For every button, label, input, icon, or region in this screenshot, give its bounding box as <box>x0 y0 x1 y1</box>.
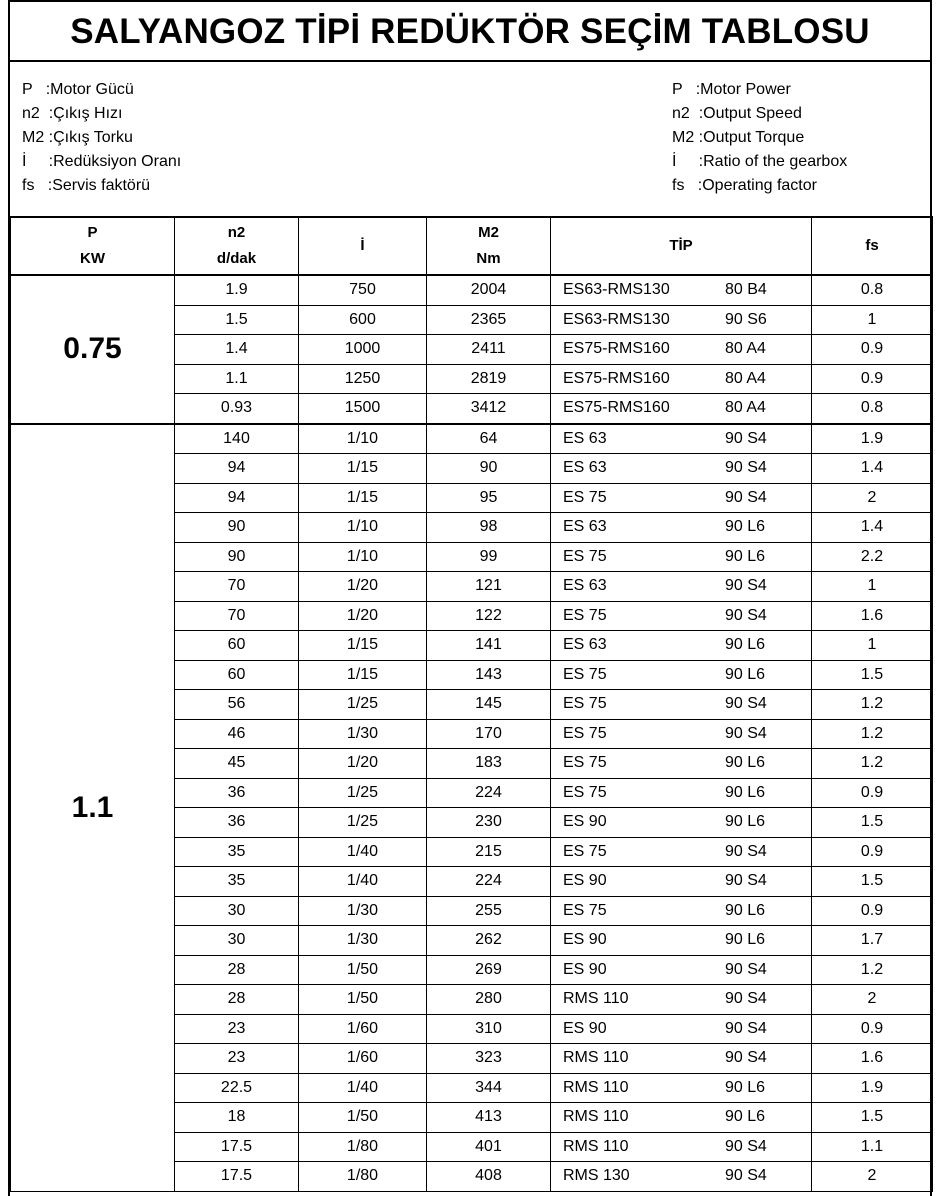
gearbox-model: ES63-RMS130 <box>563 310 670 328</box>
ratio-cell: 1/15 <box>299 454 427 484</box>
motor-size: 90 S4 <box>725 695 767 713</box>
output-speed-cell: 60 <box>175 631 299 661</box>
legend-item: P :Motor Gücü <box>22 81 134 98</box>
gearbox-model: ES 63 <box>563 518 607 536</box>
header-torque-unit: Nm <box>476 250 501 267</box>
ratio-cell: 1/50 <box>299 955 427 985</box>
ratio-cell: 1/50 <box>299 985 427 1015</box>
output-speed-cell: 140 <box>175 424 299 454</box>
motor-size: 90 L6 <box>725 813 766 831</box>
header-torque <box>427 217 551 275</box>
header-torque-label: M2 <box>478 224 499 241</box>
output-speed-cell: 90 <box>175 542 299 572</box>
type-cell <box>551 601 812 631</box>
output-torque-cell: 2004 <box>427 275 551 305</box>
output-speed-cell: 45 <box>175 749 299 779</box>
type-cell <box>551 275 812 305</box>
output-torque-cell: 2365 <box>427 305 551 335</box>
service-factor-cell: 0.9 <box>812 1014 933 1044</box>
service-factor-cell: 0.9 <box>812 837 933 867</box>
ratio-cell: 1/40 <box>299 1073 427 1103</box>
gearbox-model: RMS 110 <box>563 990 629 1008</box>
type-cell <box>551 1103 812 1133</box>
power-value-cell: 0.75 <box>11 275 175 424</box>
motor-size: 90 L6 <box>725 547 766 565</box>
gearbox-model: ES63-RMS130 <box>563 281 670 299</box>
motor-size: 90 S4 <box>725 577 767 595</box>
type-cell <box>551 454 812 484</box>
ratio-cell: 1/25 <box>299 690 427 720</box>
gearbox-model: ES 90 <box>563 872 607 890</box>
ratio-cell: 1000 <box>299 335 427 365</box>
output-torque-cell: 90 <box>427 454 551 484</box>
output-torque-cell: 122 <box>427 601 551 631</box>
output-speed-cell: 35 <box>175 837 299 867</box>
output-torque-cell: 408 <box>427 1162 551 1192</box>
type-cell <box>551 955 812 985</box>
ratio-cell: 1/40 <box>299 867 427 897</box>
page-title: SALYANGOZ TİPİ REDÜKTÖR SEÇİM TABLOSU <box>70 12 870 51</box>
type-cell <box>551 305 812 335</box>
ratio-cell: 1/20 <box>299 572 427 602</box>
output-speed-cell: 1.5 <box>175 305 299 335</box>
output-torque-cell: 224 <box>427 778 551 808</box>
title-divider <box>10 60 930 62</box>
output-speed-cell: 46 <box>175 719 299 749</box>
service-factor-cell: 1.6 <box>812 1044 933 1074</box>
ratio-cell: 1/25 <box>299 778 427 808</box>
ratio-cell: 1/30 <box>299 926 427 956</box>
gearbox-model: RMS 110 <box>563 1137 629 1155</box>
output-speed-cell: 36 <box>175 778 299 808</box>
output-torque-cell: 280 <box>427 985 551 1015</box>
gearbox-model: RMS 130 <box>563 1167 630 1185</box>
legend-english <box>672 78 847 198</box>
service-factor-cell: 1.5 <box>812 1103 933 1133</box>
table-row <box>11 424 933 454</box>
type-cell <box>551 778 812 808</box>
service-factor-cell: 1.2 <box>812 719 933 749</box>
legend-turkish <box>22 78 181 198</box>
service-factor-cell: 0.9 <box>812 778 933 808</box>
header-power-label: P <box>87 224 98 241</box>
gearbox-model: ES 90 <box>563 813 607 831</box>
gearbox-model: ES 90 <box>563 960 607 978</box>
type-cell <box>551 985 812 1015</box>
type-cell <box>551 660 812 690</box>
legend-item: n2 :Çıkış Hızı <box>22 105 123 122</box>
ratio-cell: 1/25 <box>299 808 427 838</box>
ratio-cell: 600 <box>299 305 427 335</box>
motor-size: 90 L6 <box>725 1108 766 1126</box>
gearbox-model: ES 90 <box>563 1019 607 1037</box>
header-service-factor: fs <box>812 217 933 275</box>
service-factor-cell: 1.2 <box>812 690 933 720</box>
gearbox-model: ES 75 <box>563 724 607 742</box>
output-speed-cell: 30 <box>175 926 299 956</box>
ratio-cell: 1/10 <box>299 424 427 454</box>
gearbox-model: ES75-RMS160 <box>563 369 670 387</box>
service-factor-cell: 1.7 <box>812 926 933 956</box>
output-torque-cell: 310 <box>427 1014 551 1044</box>
output-torque-cell: 98 <box>427 513 551 543</box>
service-factor-cell: 1.2 <box>812 749 933 779</box>
service-factor-cell: 2 <box>812 1162 933 1192</box>
table-row <box>11 275 933 305</box>
motor-size: 90 S4 <box>725 1167 767 1185</box>
header-type: TİP <box>551 217 812 275</box>
service-factor-cell: 1.9 <box>812 424 933 454</box>
output-speed-cell: 1.9 <box>175 275 299 305</box>
output-speed-cell: 90 <box>175 513 299 543</box>
motor-size: 80 B4 <box>725 281 767 299</box>
type-cell <box>551 483 812 513</box>
output-torque-cell: 413 <box>427 1103 551 1133</box>
service-factor-cell: 0.8 <box>812 275 933 305</box>
output-speed-cell: 1.1 <box>175 364 299 394</box>
motor-size: 90 S4 <box>725 1137 767 1155</box>
gearbox-model: RMS 110 <box>563 1108 629 1126</box>
motor-size: 90 L6 <box>725 518 766 536</box>
output-speed-cell: 94 <box>175 454 299 484</box>
output-torque-cell: 170 <box>427 719 551 749</box>
output-speed-cell: 70 <box>175 601 299 631</box>
service-factor-cell: 0.8 <box>812 394 933 424</box>
type-cell <box>551 335 812 365</box>
motor-size: 90 L6 <box>725 901 766 919</box>
output-torque-cell: 230 <box>427 808 551 838</box>
gearbox-model: ES 75 <box>563 606 607 624</box>
legend-item: İ :Redüksiyon Oranı <box>22 153 182 170</box>
ratio-cell: 1/20 <box>299 601 427 631</box>
ratio-cell: 1/20 <box>299 749 427 779</box>
motor-size: 90 L6 <box>725 783 766 801</box>
output-torque-cell: 215 <box>427 837 551 867</box>
output-torque-cell: 2819 <box>427 364 551 394</box>
motor-size: 90 L6 <box>725 754 766 772</box>
legend-item: fs :Operating factor <box>672 177 817 194</box>
motor-size: 90 L6 <box>725 1078 766 1096</box>
output-torque-cell: 262 <box>427 926 551 956</box>
ratio-cell: 1/80 <box>299 1132 427 1162</box>
type-cell <box>551 1162 812 1192</box>
gearbox-model: ES 75 <box>563 754 607 772</box>
gearbox-model: ES75-RMS160 <box>563 399 670 417</box>
output-speed-cell: 94 <box>175 483 299 513</box>
gearbox-model: ES75-RMS160 <box>563 340 670 358</box>
header-ratio: İ <box>299 217 427 275</box>
service-factor-cell: 1.4 <box>812 454 933 484</box>
header-speed-unit: d/dak <box>216 250 257 267</box>
type-cell <box>551 719 812 749</box>
output-torque-cell: 99 <box>427 542 551 572</box>
motor-size: 90 L6 <box>725 665 766 683</box>
ratio-cell: 1500 <box>299 394 427 424</box>
type-cell <box>551 808 812 838</box>
legend-item: n2 :Output Speed <box>672 105 802 122</box>
motor-size: 80 A4 <box>725 369 766 387</box>
gearbox-model: ES 63 <box>563 636 607 654</box>
type-cell <box>551 867 812 897</box>
type-cell <box>551 837 812 867</box>
output-torque-cell: 141 <box>427 631 551 661</box>
ratio-cell: 1/10 <box>299 513 427 543</box>
motor-size: 90 S4 <box>725 488 767 506</box>
output-torque-cell: 3412 <box>427 394 551 424</box>
service-factor-cell: 1.1 <box>812 1132 933 1162</box>
service-factor-cell: 0.9 <box>812 364 933 394</box>
type-cell <box>551 394 812 424</box>
service-factor-cell: 1 <box>812 572 933 602</box>
table-body <box>11 275 933 1191</box>
output-speed-cell: 22.5 <box>175 1073 299 1103</box>
service-factor-cell: 1.2 <box>812 955 933 985</box>
output-torque-cell: 183 <box>427 749 551 779</box>
legend-item: M2 :Output Torque <box>672 129 805 146</box>
motor-size: 90 S4 <box>725 960 767 978</box>
output-torque-cell: 269 <box>427 955 551 985</box>
output-speed-cell: 60 <box>175 660 299 690</box>
motor-size: 80 A4 <box>725 399 766 417</box>
type-cell <box>551 424 812 454</box>
output-torque-cell: 95 <box>427 483 551 513</box>
output-speed-cell: 70 <box>175 572 299 602</box>
selection-table-page <box>8 0 932 1196</box>
header-power-unit: KW <box>80 250 105 267</box>
service-factor-cell: 1.9 <box>812 1073 933 1103</box>
motor-size: 90 S4 <box>725 1049 767 1067</box>
service-factor-cell: 2 <box>812 483 933 513</box>
header-power <box>11 217 175 275</box>
ratio-cell: 750 <box>299 275 427 305</box>
motor-size: 90 S4 <box>725 1019 767 1037</box>
type-cell <box>551 542 812 572</box>
gearbox-model: ES 63 <box>563 459 607 477</box>
output-speed-cell: 36 <box>175 808 299 838</box>
output-speed-cell: 35 <box>175 867 299 897</box>
power-value-cell: 1.1 <box>11 424 175 1192</box>
type-cell <box>551 1014 812 1044</box>
gearbox-model: ES 75 <box>563 547 607 565</box>
output-speed-cell: 0.93 <box>175 394 299 424</box>
output-speed-cell: 28 <box>175 985 299 1015</box>
motor-size: 90 S4 <box>725 990 767 1008</box>
motor-size: 90 L6 <box>725 636 766 654</box>
gearbox-model: ES 75 <box>563 783 607 801</box>
service-factor-cell: 0.9 <box>812 335 933 365</box>
output-torque-cell: 401 <box>427 1132 551 1162</box>
ratio-cell: 1/60 <box>299 1044 427 1074</box>
ratio-cell: 1/60 <box>299 1014 427 1044</box>
type-cell <box>551 896 812 926</box>
output-speed-cell: 56 <box>175 690 299 720</box>
gearbox-model: RMS 110 <box>563 1078 629 1096</box>
output-torque-cell: 224 <box>427 867 551 897</box>
service-factor-cell: 2 <box>812 985 933 1015</box>
gearbox-model: ES 75 <box>563 901 607 919</box>
type-cell <box>551 513 812 543</box>
legend-item: M2 :Çıkış Torku <box>22 129 133 146</box>
motor-size: 90 S4 <box>725 606 767 624</box>
output-torque-cell: 121 <box>427 572 551 602</box>
gearbox-model: ES 75 <box>563 488 607 506</box>
motor-size: 90 L6 <box>725 931 766 949</box>
type-cell <box>551 1073 812 1103</box>
type-cell <box>551 572 812 602</box>
service-factor-cell: 1.5 <box>812 808 933 838</box>
motor-size: 80 A4 <box>725 340 766 358</box>
motor-size: 90 S4 <box>725 724 767 742</box>
type-cell <box>551 926 812 956</box>
output-torque-cell: 255 <box>427 896 551 926</box>
ratio-cell: 1250 <box>299 364 427 394</box>
ratio-cell: 1/40 <box>299 837 427 867</box>
gearbox-model: ES 75 <box>563 665 607 683</box>
service-factor-cell: 2.2 <box>812 542 933 572</box>
gearbox-model: ES 63 <box>563 577 607 595</box>
ratio-cell: 1/15 <box>299 631 427 661</box>
type-cell <box>551 631 812 661</box>
output-torque-cell: 2411 <box>427 335 551 365</box>
output-speed-cell: 23 <box>175 1044 299 1074</box>
service-factor-cell: 1 <box>812 305 933 335</box>
motor-size: 90 S4 <box>725 429 767 447</box>
output-torque-cell: 143 <box>427 660 551 690</box>
gearbox-model: ES 90 <box>563 931 607 949</box>
ratio-cell: 1/80 <box>299 1162 427 1192</box>
ratio-cell: 1/30 <box>299 719 427 749</box>
service-factor-cell: 1.4 <box>812 513 933 543</box>
motor-size: 90 S4 <box>725 459 767 477</box>
output-speed-cell: 23 <box>175 1014 299 1044</box>
motor-size: 90 S4 <box>725 872 767 890</box>
service-factor-cell: 1 <box>812 631 933 661</box>
service-factor-cell: 1.6 <box>812 601 933 631</box>
type-cell <box>551 690 812 720</box>
service-factor-cell: 1.5 <box>812 660 933 690</box>
legend-item: P :Motor Power <box>672 81 791 98</box>
ratio-cell: 1/30 <box>299 896 427 926</box>
output-torque-cell: 323 <box>427 1044 551 1074</box>
ratio-cell: 1/15 <box>299 660 427 690</box>
header-speed <box>175 217 299 275</box>
type-cell <box>551 364 812 394</box>
legend-item: İ :Ratio of the gearbox <box>672 153 848 170</box>
ratio-cell: 1/15 <box>299 483 427 513</box>
gearbox-model: ES 75 <box>563 842 607 860</box>
output-speed-cell: 18 <box>175 1103 299 1133</box>
type-cell <box>551 1132 812 1162</box>
output-torque-cell: 344 <box>427 1073 551 1103</box>
legend-item: fs :Servis faktörü <box>22 177 151 194</box>
motor-size: 90 S4 <box>725 842 767 860</box>
output-speed-cell: 17.5 <box>175 1162 299 1192</box>
gearbox-model: ES 63 <box>563 429 607 447</box>
service-factor-cell: 0.9 <box>812 896 933 926</box>
ratio-cell: 1/10 <box>299 542 427 572</box>
service-factor-cell: 1.5 <box>812 867 933 897</box>
output-speed-cell: 28 <box>175 955 299 985</box>
gearbox-model: RMS 110 <box>563 1049 629 1067</box>
ratio-cell: 1/50 <box>299 1103 427 1133</box>
header-speed-label: n2 <box>227 224 246 241</box>
gearbox-selection-table <box>10 216 933 1192</box>
type-cell <box>551 749 812 779</box>
gearbox-model: ES 75 <box>563 695 607 713</box>
output-torque-cell: 64 <box>427 424 551 454</box>
motor-size: 90 S6 <box>725 310 767 328</box>
output-speed-cell: 17.5 <box>175 1132 299 1162</box>
type-cell <box>551 1044 812 1074</box>
output-speed-cell: 1.4 <box>175 335 299 365</box>
table-header-row <box>11 217 933 275</box>
output-torque-cell: 145 <box>427 690 551 720</box>
output-speed-cell: 30 <box>175 896 299 926</box>
